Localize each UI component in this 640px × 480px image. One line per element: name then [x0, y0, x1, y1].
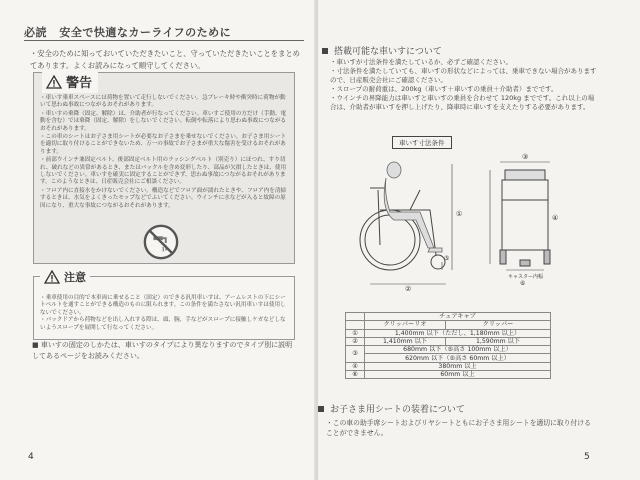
no-water-icon — [142, 223, 180, 261]
wheelchair-front-view — [500, 170, 550, 266]
warning-item: ・この車のシートはお子さま用シートが必要なお子さまを乗せないでください。お子さま用シートを適切に取り付けることができないため、万一の事故でお子さまが重大な傷害を受けるおそれがあります。 — [40, 134, 287, 155]
section-title-child-seat — [318, 402, 465, 415]
table-row: ① 1,400mm 以下（ただし、1,180mm 以上） — [346, 329, 551, 337]
wheelchair-note: ・車いすが寸法条件を満たしているか、必ずご確認ください。 — [330, 58, 512, 66]
warning-item: ・車いす乗車スペースには荷物を置いて走行しないでください。急ブレーキ時や衝突時に荷物が動いて思わぬ事故につながるおそれがあります。 — [40, 95, 286, 109]
wheelchair-note: ・ウインチの昇降能力は車いすと車いすの乗員を合わせて 120kg までです。これ以上の場合は、介助者が車いすを押し上げたり、降車時に車いすを支えたりする必要があります。 — [330, 94, 595, 111]
table-row: ② 1,410mm 以下 1,590mm 以下 — [346, 337, 551, 345]
caster-width-label: キャスター内幅 — [508, 274, 544, 280]
warning-item: ・車いすの乗降（固定、解除）は、介助者が行なってください。車いすご使用の方だけ（手動、電動を含む）では乗降（固定、解除）をしないでください。転倒や転落により思わぬ事故につながるおそれがあります。 — [40, 110, 287, 132]
dim-label-6: ⑥ — [520, 280, 526, 287]
warning-item: ・前部ウインチ兼固定ベルト、後部固定ベルト用のラッシングベルト（別売り）にほつれ、すり切れ、破れなどの異常があるとき、またはバックルを含め変形したり、部品が欠損したときは、使用しないでください。車いすを確実に固定することができず、思わぬ事故につながるおそれがあります。このようなときは、日産販売会社にご相談ください。 — [40, 157, 287, 186]
page-number-left: 4 — [28, 452, 34, 462]
wheelchair-side-view — [360, 188, 445, 270]
header-title: 安全で快適なカーライフのために — [59, 26, 232, 39]
warning-title — [42, 70, 98, 93]
warning-list — [40, 95, 290, 211]
wheelchair-note: ・寸法条件を満たしていても、車いすの形状などによっては、乗車できない場合がありますので、日産販売会社にご確認ください。 — [330, 67, 597, 84]
dim-label-5: ⑤ — [444, 255, 450, 262]
dimension-label: 車いす寸法条件 — [392, 136, 452, 149]
caution-title — [40, 269, 90, 285]
page-number-right: 5 — [584, 452, 590, 462]
section-title-text: 搭載可能な車いすについて — [334, 47, 442, 57]
header-label: 必読 — [24, 26, 47, 39]
table-row: 620mm 以下（⑤高さ 60mm 以上） — [346, 354, 551, 362]
warning-item: ・フロア内に直接水をかけないでください。構造などでフロア面が濡れたときや、フロア内を清掃するときは、水気をよくきったモップなどでふいてください。ウインチに水などが入ると故障の原因になり、重大な事故につながるおそれがあります。 — [40, 187, 287, 209]
warning-title-text: 警告 — [66, 76, 93, 91]
caution-title-text: 注意 — [64, 271, 86, 284]
warning-triangle-icon — [46, 75, 62, 89]
section-square-icon — [322, 48, 328, 54]
section-title-text: お子さま用シートの装着について — [330, 405, 465, 415]
intro-text: ・安全のために知っておいていただきたいこと、守っていただきたいことをまとめてあります。よくお読みになって順守してください。 — [30, 49, 300, 70]
mounting-note: ■ 車いすの固定のしかたは、車いすのタイプにより異なりますのでタイプ別に説明してあるページをお読みください。 — [32, 341, 293, 360]
wheelchair-note: ・スロープの耐荷重は、200kg（車いす＋車いすの乗員＋介助者）までです。 — [330, 85, 558, 93]
table-col-header: クリッパー — [446, 321, 551, 329]
section-title-wheelchair — [322, 44, 442, 57]
page-header — [24, 24, 231, 40]
table-group-header: チェアキャブ — [365, 313, 551, 321]
child-seat-notes-list — [326, 418, 596, 438]
table-col-header: クリッパーリオ — [365, 321, 446, 329]
caution-item: ・乗車使用の目的で本車両に乗せること（固定）のできる汎用車いすは、アームレストの下にシートベルトを通すことができる構造のものに限られます。この条件を満たさない汎用車いすは使用しないでください。 — [40, 295, 286, 316]
table-row: ⑥ 60mm 以上 — [346, 371, 551, 379]
table-row: ③ 680mm 以下（⑤高さ 100mm 以上） — [346, 346, 551, 354]
caution-list — [40, 295, 290, 332]
wheelchair-dimension-diagram — [350, 150, 590, 300]
wheelchair-notes-list — [330, 58, 598, 112]
caution-box — [33, 271, 295, 340]
warning-box — [33, 72, 295, 264]
section-square-icon — [318, 406, 324, 412]
caution-item: ・バックドアから荷物などを出し入れする際は、頭、腕、手などがスロープに接触しケガなどしないようスロープを展開して行なってください。 — [40, 317, 286, 331]
dimension-spec-table — [345, 312, 551, 379]
dim-label-1: ① — [456, 210, 463, 218]
table-row: ④ 380mm 以上 — [346, 362, 551, 370]
dim-label-4: ④ — [552, 214, 559, 222]
child-seat-note: ・この車の助手席シートおよびリヤシートともにお子さま用シートを適切に取り付けることができません。 — [326, 419, 591, 437]
caution-triangle-icon — [44, 270, 60, 284]
header-rule — [24, 40, 304, 41]
left-page — [0, 0, 318, 480]
dim-label-3: ③ — [522, 153, 529, 161]
dim-label-2: ② — [405, 285, 412, 293]
